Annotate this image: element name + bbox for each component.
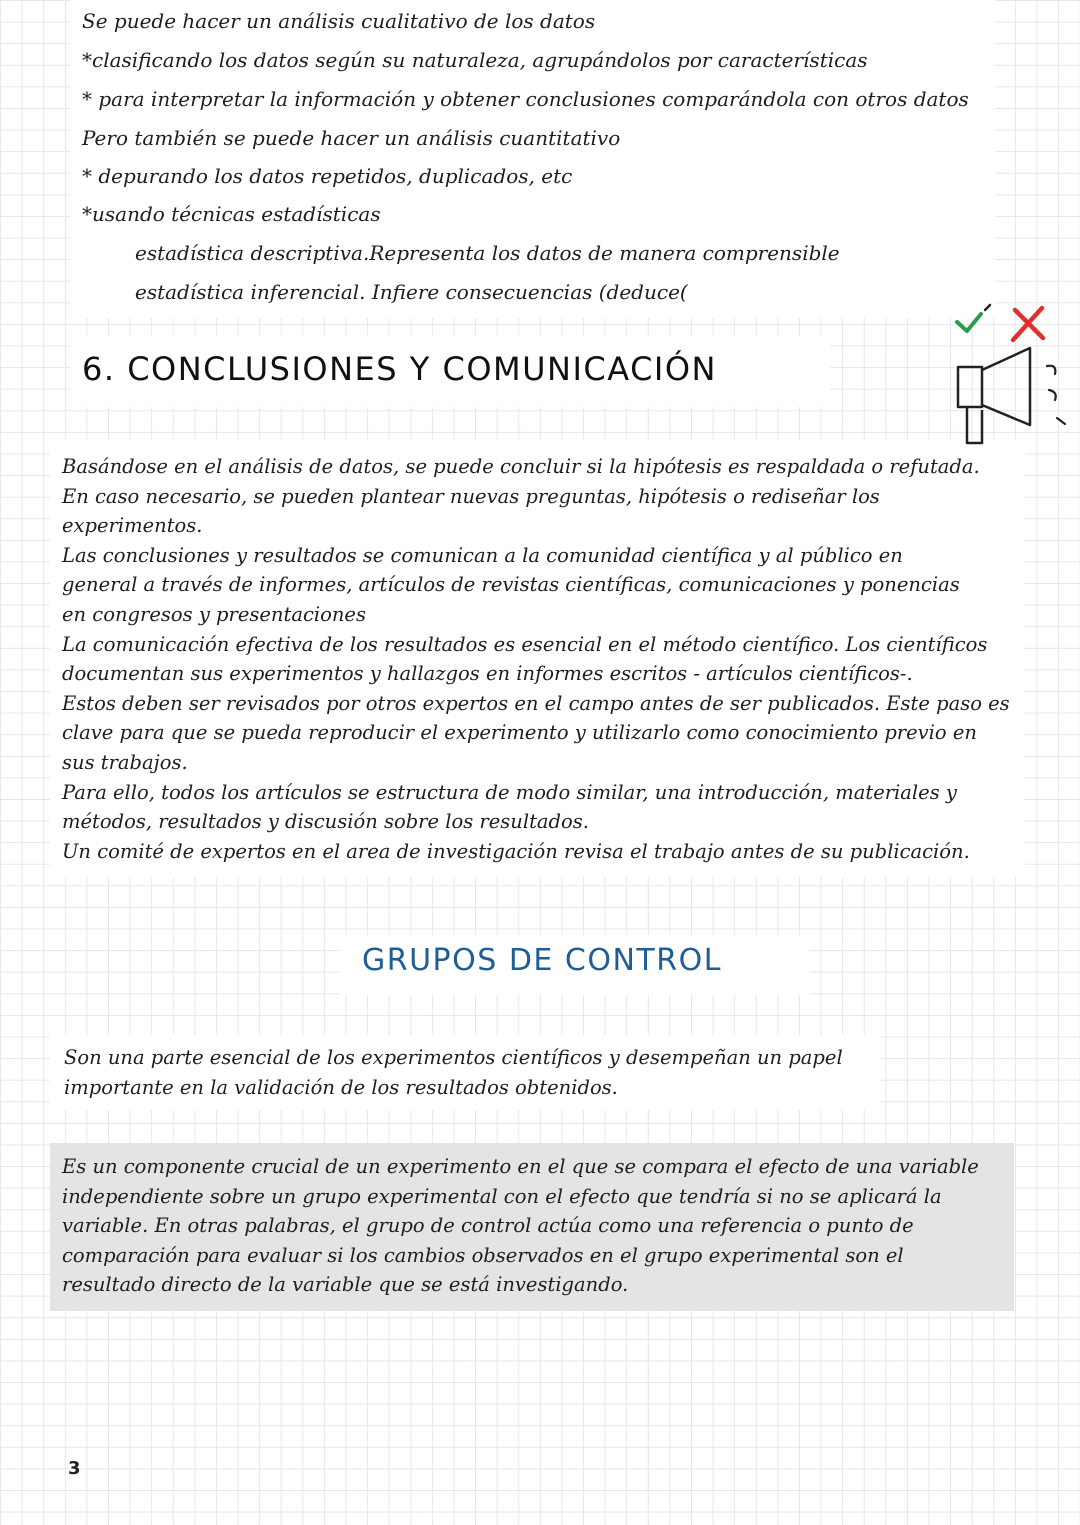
section6-line-12: Para ello, todos los artículos se estructura de modo similar, una introducción, materiales y — [62, 780, 957, 804]
accent-mark — [985, 305, 990, 310]
section6-line-7: La comunicación efectiva de los resultados es esencial en el método científico. Los científicos — [62, 632, 988, 656]
section6-body — [62, 452, 1010, 866]
analysis-line-3: * para interpretar la información y obtener conclusiones comparándola con otros datos — [82, 87, 969, 111]
check-icon — [957, 314, 981, 331]
analysis-line-4: Pero también se puede hacer un análisis cuantitativo — [82, 126, 621, 150]
section6-line-3: experimentos. — [62, 514, 203, 538]
analysis-line-2: *clasificando los datos según su naturaleza, agrupándolos por características — [82, 48, 868, 72]
intro-line-1: Son una parte esencial de los experimentos científicos y desempeñan un papel — [64, 1046, 843, 1069]
analysis-line-7: estadística descriptiva.Representa los datos de manera comprensible — [135, 241, 840, 265]
section6-title: 6. CONCLUSIONES Y COMUNICACIÓN — [82, 350, 717, 388]
section6-line-14: Un comité de expertos en el area de investigación revisa el trabajo antes de su publicación. — [62, 839, 970, 863]
section6-line-13: métodos, resultados y discusión sobre los resultados. — [62, 810, 589, 834]
page-number: 3 — [68, 1458, 81, 1479]
section6-line-4: Las conclusiones y resultados se comunican a la comunidad científica y al público en — [62, 543, 903, 567]
section6-line-10: clave para que se pueda reproducir el experimento y utilizarlo como conocimiento previo en — [62, 721, 977, 745]
analysis-line-6: *usando técnicas estadísticas — [82, 202, 381, 226]
section6-line-9: Estos deben ser revisados por otros expertos en el campo antes de ser publicados. Este paso es — [62, 691, 1010, 715]
control-groups-intro — [64, 1043, 843, 1102]
definition-text — [62, 1152, 979, 1300]
cross-icon — [1013, 308, 1043, 340]
control-groups-title: GRUPOS DE CONTROL — [362, 943, 722, 978]
section6-line-2: En caso necesario, se pueden plantear nuevas preguntas, hipótesis o rediseñar los — [62, 484, 880, 508]
section6-line-8: documentan sus experimentos y hallazgos en informes escritos - artículos científicos-. — [62, 662, 913, 686]
definition-line-1: Es un componente crucial de un experimento en el que se compara el efecto de una variable — [62, 1155, 979, 1178]
section6-line-11: sus trabajos. — [62, 750, 188, 774]
analysis-line-8: estadística inferencial. Infiere consecuencias (deduce( — [135, 280, 688, 304]
definition-line-4: comparación para evaluar si los cambios observados en el grupo experimental son el — [62, 1243, 904, 1267]
section6-line-6: en congresos y presentaciones — [62, 602, 366, 626]
section6-line-1: Basándose en el análisis de datos, se puede concluir si la hipótesis es respaldada o refutada. — [62, 455, 980, 478]
definition-line-2: independiente sobre un grupo experimental con el efecto que tendría si no se aplicará la — [62, 1184, 942, 1208]
definition-line-5: resultado directo de la variable que se está investigando. — [62, 1273, 629, 1297]
analysis-line-1: Se puede hacer un análisis cualitativo de los datos — [82, 9, 596, 33]
definition-line-3: variable. En otras palabras, el grupo de control actúa como una referencia o punto de — [62, 1214, 914, 1238]
intro-line-2: importante en la validación de los resultados obtenidos. — [64, 1075, 618, 1099]
analysis-line-5: * depurando los datos repetidos, duplicados, etc — [82, 164, 573, 188]
megaphone-icon — [945, 300, 1075, 450]
section6-line-5: general a través de informes, artículos de revistas científicas, comunicaciones y ponencias — [62, 573, 960, 597]
